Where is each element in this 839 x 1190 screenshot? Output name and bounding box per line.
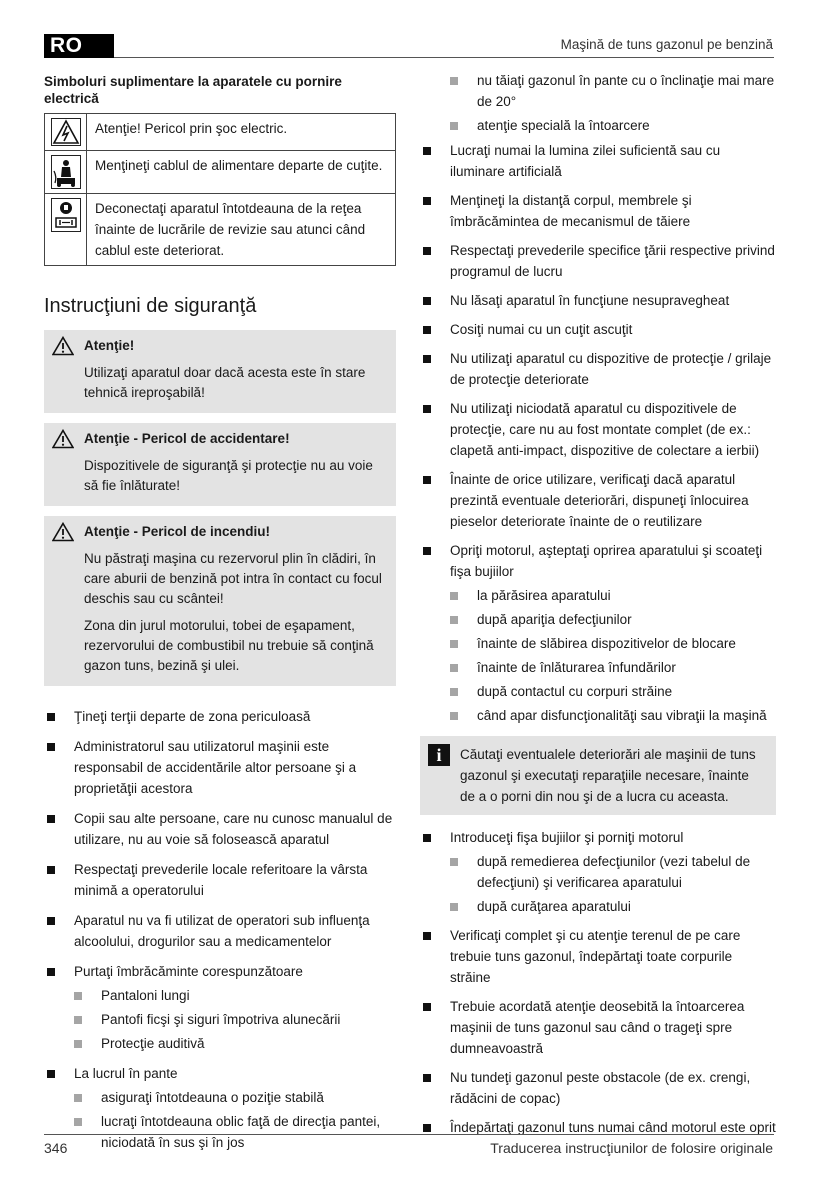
sub-list-text: asiguraţi întotdeauna o poziţie stabilă: [101, 1090, 324, 1105]
header-title: Maşină de tuns gazonul pe benzină: [560, 37, 773, 52]
symbols-table: [44, 113, 396, 266]
symbol-row: [45, 150, 395, 193]
bullet-icon: [423, 1074, 431, 1082]
sub-list-text: la părăsirea aparatului: [477, 588, 611, 603]
list-item-text: Trebuie acordată atenţie deosebită la întoarcerea maşinii de tuns gazonul sau când o trageţi spre dumneavoastră: [450, 999, 745, 1056]
sub-list-text: atenţie specială la întoarcere: [477, 118, 650, 133]
sub-bullet-icon: [74, 1118, 82, 1126]
symbol-row: [45, 114, 395, 150]
warning-triangle-icon: [52, 522, 74, 542]
sub-bullet-icon: [450, 858, 458, 866]
warning-text: Utilizaţi aparatul doar dacă acesta este în stare tehnică ireproşabilă!: [84, 365, 366, 400]
sub-list-text: lucraţi întotdeauna oblic faţă de direcţia pantei, niciodată în sus şi în jos: [101, 1114, 381, 1150]
list-item: [420, 540, 776, 726]
list-item-text: Îndepărtaţi gazonul tuns numai când motorul este oprit: [450, 1120, 776, 1135]
bullet-icon: [47, 968, 55, 976]
list-item-text: Nu utilizaţi niciodată aparatul cu dispozitivele de protecţie, care nu au fost montate complet (de ex.: clapetă anti-impact, dispozitive de colectare a ierbii): [450, 401, 760, 458]
sub-bullet-icon: [450, 903, 458, 911]
list-item: [420, 140, 776, 182]
bullet-icon: [423, 547, 431, 555]
list-item-text: Copii sau alte persoane, care nu cunosc manualul de utilizare, nu au voie să folosească aparatul: [74, 811, 393, 847]
sub-bullet-icon: [450, 122, 458, 130]
list-item: [420, 319, 776, 340]
list-item-text: Nu lăsaţi aparatul în funcţiune nesupravegheat: [450, 293, 730, 308]
sub-list-item: [74, 1111, 396, 1153]
list-item: [44, 961, 396, 1054]
continued-sub-list: [420, 70, 776, 136]
sub-list-text: după apariţia defecţiunilor: [477, 612, 632, 627]
left-column: [44, 70, 396, 1162]
list-item: [420, 925, 776, 988]
bullet-icon: [47, 1070, 55, 1078]
sub-bullet-icon: [74, 1040, 82, 1048]
list-item-text: Respectaţi prevederile locale referitoare la vârsta minimă a operatorului: [74, 862, 368, 898]
sub-bullet-icon: [450, 664, 458, 672]
symbol-text: Atenţie! Pericol prin şoc electric.: [95, 121, 288, 136]
sub-list-item: [74, 1087, 396, 1108]
warning-box: [44, 423, 396, 506]
sub-list-text: Protecţie auditivă: [101, 1036, 205, 1051]
sub-list-item: [450, 70, 776, 112]
list-item-text: Înainte de orice utilizare, verificaţi dacă aparatul prezintă eventuale deteriorări, dispuneţi înlocuirea pieselor deteriorate înainte de o reutilizare: [450, 472, 749, 529]
list-item-text: Verificaţi complet şi cu atenţie terenul de pe care trebuie tuns gazonul, îndepărtaţi toate corpurile străine: [450, 928, 741, 985]
bullet-icon: [423, 1003, 431, 1011]
list-item: [44, 859, 396, 901]
sub-bullet-icon: [450, 616, 458, 624]
list-item-text: Aparatul nu va fi utilizat de operatori sub influenţa alcoolului, drogurilor sau a medicamentelor: [74, 913, 370, 949]
sub-bullet-icon: [450, 712, 458, 720]
sub-list-text: înainte de înlăturarea înfundărilor: [477, 660, 676, 675]
list-item: [44, 808, 396, 850]
bullet-icon: [423, 405, 431, 413]
sub-list-text: după curăţarea aparatului: [477, 899, 631, 914]
bullet-icon: [423, 297, 431, 305]
bullet-icon: [47, 713, 55, 721]
footer-rule: [44, 1134, 774, 1135]
electric-shock-icon: [51, 118, 81, 146]
warning-text: Zona din jurul motorului, tobei de eşapament, rezervorului de combustibil nu trebuie să conţină gazon tuns, bezină şi ulei.: [84, 618, 374, 673]
list-item: [420, 240, 776, 282]
info-box: [420, 736, 776, 815]
header-rule: [114, 57, 774, 58]
sub-list-item: [450, 851, 776, 893]
symbol-text: Deconectaţi aparatul întotdeauna de la reţea înainte de lucrările de revizie sau atunci când cablul este deteriorat.: [95, 201, 366, 258]
right-bullet-list-2: [420, 827, 776, 1138]
warning-title: Atenţie!: [84, 338, 135, 353]
sub-list-item: [450, 705, 776, 726]
sub-list-item: [450, 681, 776, 702]
bullet-icon: [423, 476, 431, 484]
list-item-text: Respectaţi prevederile specifice ţării respective privind programul de lucru: [450, 243, 775, 279]
info-text: Căutaţi eventualele deteriorări ale maşinii de tuns gazonul şi executaţi reparaţiile necesare, înainte de a o porni din nou şi de a lucra cu aceasta.: [460, 747, 756, 804]
warning-text: Nu păstraţi maşina cu rezervorul plin în clădiri, în care aburii de benzină pot intra în contact cu focul deschis sau cu scântei!: [84, 551, 382, 606]
bullet-icon: [423, 247, 431, 255]
page-number: 346: [44, 1140, 68, 1156]
symbols-heading: Simboluri suplimentare la aparatele cu pornire electrică: [44, 74, 342, 106]
list-item: [44, 736, 396, 799]
sub-bullet-icon: [450, 592, 458, 600]
warning-triangle-icon: [52, 429, 74, 449]
sub-list-text: după contactul cu corpuri străine: [477, 684, 673, 699]
list-item: [420, 469, 776, 532]
sub-list-item: [450, 657, 776, 678]
sub-list-text: când apar disfuncţionalităţi sau vibraţii la maşină: [477, 708, 767, 723]
list-item: [44, 706, 396, 727]
bullet-icon: [423, 147, 431, 155]
sub-list: [74, 985, 396, 1054]
sub-bullet-icon: [450, 640, 458, 648]
warning-text: Dispozitivele de siguranţă şi protecţie nu au voie să fie înlăturate!: [84, 458, 373, 493]
list-item-text: Administratorul sau utilizatorul maşinii este responsabil de accidentările altor persoane şi a proprietăţii acestora: [74, 739, 357, 796]
sub-list: [74, 1087, 396, 1153]
section-title: Instrucţiuni de siguranţă: [44, 295, 257, 317]
list-item: [420, 1067, 776, 1109]
sub-list-item: [450, 633, 776, 654]
bullet-icon: [47, 866, 55, 874]
bullet-icon: [47, 917, 55, 925]
list-item-text: Purtaţi îmbrăcăminte corespunzătoare: [74, 964, 303, 979]
right-column: [420, 70, 776, 1146]
sub-bullet-icon: [74, 1016, 82, 1024]
warning-triangle-icon: [52, 336, 74, 356]
sub-list-item: [450, 609, 776, 630]
sub-list-text: nu tăiaţi gazonul în pante cu o înclinaţie mai mare de 20°: [477, 73, 775, 109]
sub-list-item: [74, 985, 396, 1006]
list-item-text: La lucrul în pante: [74, 1066, 178, 1081]
symbol-row: [45, 193, 395, 265]
bullet-icon: [47, 743, 55, 751]
cable-away-from-blades-icon: [51, 155, 81, 189]
sub-list-item: [450, 585, 776, 606]
list-item: [420, 348, 776, 390]
sub-list-item: [450, 896, 776, 917]
symbol-text: Menţineţi cablul de alimentare departe de cuţite.: [95, 158, 383, 173]
sub-list: [450, 585, 776, 726]
sub-list-item: [74, 1009, 396, 1030]
warning-box: [44, 330, 396, 413]
warning-title: Atenţie - Pericol de incendiu!: [84, 524, 271, 539]
sub-list-text: înainte de slăbirea dispozitivelor de blocare: [477, 636, 736, 651]
bullet-icon: [423, 355, 431, 363]
list-item-text: Introduceţi fişa bujiilor şi porniţi motorul: [450, 830, 684, 845]
list-item: [420, 290, 776, 311]
warning-box: [44, 516, 396, 686]
sub-list: [450, 851, 776, 917]
sub-list-item: [74, 1033, 396, 1054]
sub-bullet-icon: [74, 992, 82, 1000]
bullet-icon: [423, 834, 431, 842]
sub-bullet-icon: [74, 1094, 82, 1102]
list-item: [420, 827, 776, 917]
list-item-text: Cosiţi numai cu un cuţit ascuţit: [450, 322, 633, 337]
list-item: [44, 910, 396, 952]
bullet-icon: [423, 932, 431, 940]
language-badge: [44, 34, 114, 58]
right-bullet-list: [420, 140, 776, 726]
sub-list-item: [450, 115, 776, 136]
list-item-text: Nu utilizaţi aparatul cu dispozitive de protecţie / grilaje de protecţie deteriorate: [450, 351, 772, 387]
sub-bullet-icon: [450, 688, 458, 696]
warning-title: Atenţie - Pericol de accidentare!: [84, 431, 290, 446]
disconnect-plug-icon: [51, 198, 81, 232]
list-item-text: Lucraţi numai la lumina zilei suficientă sau cu iluminare artificială: [450, 143, 721, 179]
list-item: [44, 1063, 396, 1153]
list-item: [420, 190, 776, 232]
list-item-text: Menţineţi la distanţă corpul, membrele şi îmbrăcămintea de mecanismul de tăiere: [450, 193, 692, 229]
bullet-icon: [423, 326, 431, 334]
sub-list-text: Pantaloni lungi: [101, 988, 190, 1003]
bullet-icon: [423, 197, 431, 205]
list-item: [420, 996, 776, 1059]
sub-list-text: Pantofi ficşi şi siguri împotriva alunecării: [101, 1012, 341, 1027]
list-item-text: Ţineţi terţii departe de zona periculoasă: [74, 709, 311, 724]
sub-list-text: după remedierea defecţiunilor (vezi tabelul de defecţiuni) şi verificarea aparatului: [477, 854, 751, 890]
sub-bullet-icon: [450, 77, 458, 85]
footer-text: Traducerea instrucţiunilor de folosire originale: [490, 1140, 773, 1156]
info-icon: i: [428, 744, 450, 766]
bullet-icon: [47, 815, 55, 823]
bullet-icon: [423, 1124, 431, 1132]
list-item-text: Opriţi motorul, aşteptaţi oprirea aparatului şi scoateţi fişa bujiilor: [450, 543, 763, 579]
left-bullet-list: [44, 706, 396, 1153]
list-item: [420, 398, 776, 461]
language-code: RO: [50, 34, 83, 57]
list-item-text: Nu tundeţi gazonul peste obstacole (de ex. crengi, rădăcini de copac): [450, 1070, 751, 1106]
